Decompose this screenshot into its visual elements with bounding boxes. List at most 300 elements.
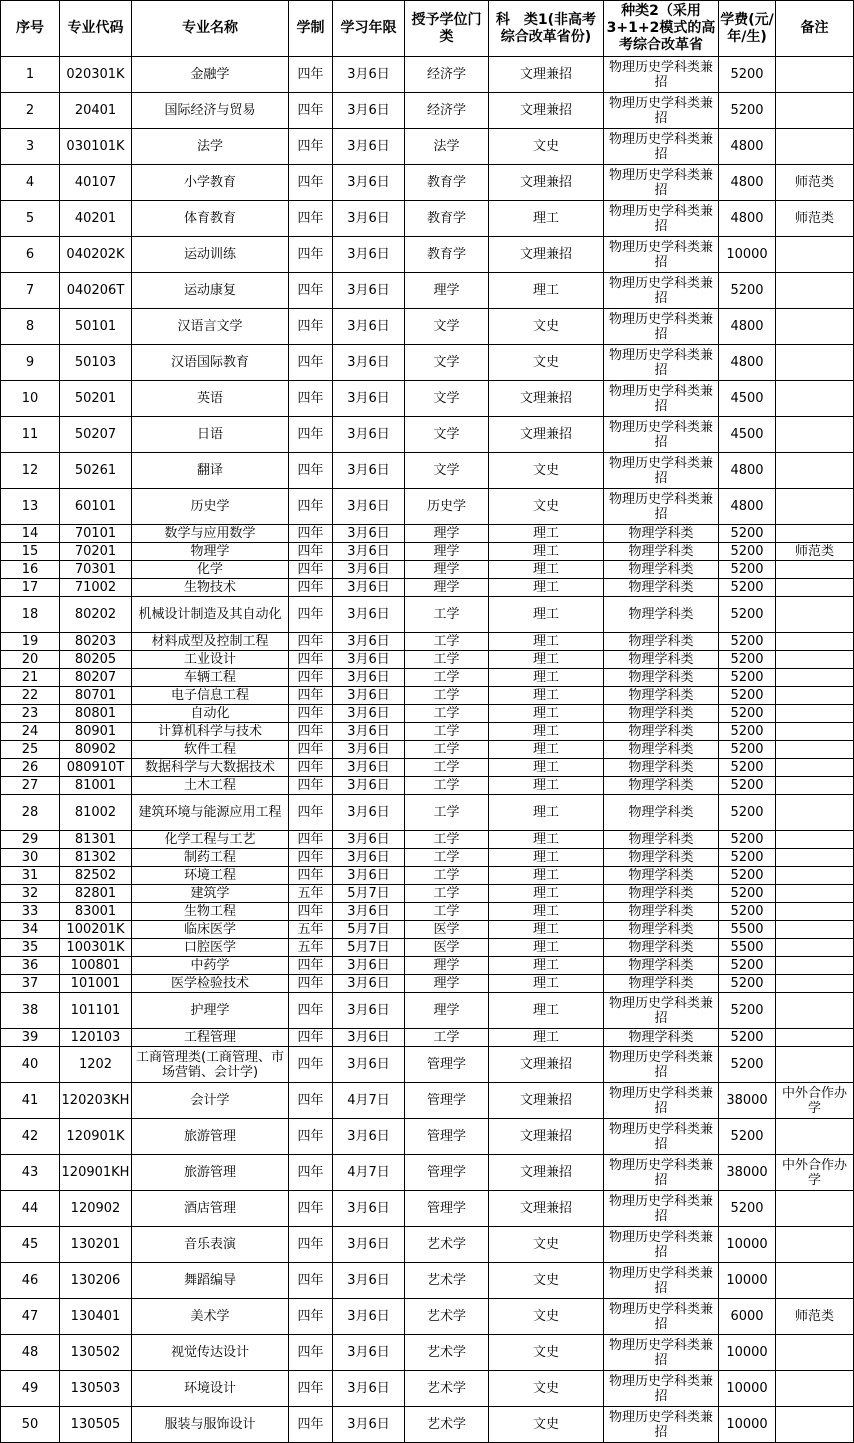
- table-row: [1, 1263, 854, 1299]
- cell-category2: 物理学科类: [604, 975, 719, 993]
- table-row: [1, 1083, 854, 1119]
- cell-code: 120901KH: [60, 1155, 132, 1191]
- table-row: [1, 1191, 854, 1227]
- cell-years: 3月6日: [333, 345, 405, 381]
- cell-code: 080910T: [60, 759, 132, 777]
- cell-system: 四年: [289, 381, 333, 417]
- cell-code: 83001: [60, 903, 132, 921]
- cell-years: 3月6日: [333, 975, 405, 993]
- cell-tuition: 5200: [719, 579, 776, 597]
- cell-major-name: 建筑学: [132, 885, 289, 903]
- cell-major-name: 工程管理: [132, 1029, 289, 1047]
- cell-tuition: 5200: [719, 1047, 776, 1083]
- cell-category2: 物理学科类: [604, 633, 719, 651]
- cell-degree: 理学: [405, 993, 489, 1029]
- cell-years: 3月6日: [333, 543, 405, 561]
- cell-system: 四年: [289, 1119, 333, 1155]
- cell-major-name: 体育教育: [132, 201, 289, 237]
- cell-system: 四年: [289, 1227, 333, 1263]
- cell-code: 81001: [60, 777, 132, 795]
- cell-category1: 文理兼招: [489, 1155, 604, 1191]
- cell-years: 5月7日: [333, 939, 405, 957]
- table-row: [1, 1407, 854, 1443]
- cell-index: 34: [1, 921, 60, 939]
- cell-degree: 工学: [405, 885, 489, 903]
- cell-code: 40107: [60, 165, 132, 201]
- cell-index: 50: [1, 1407, 60, 1443]
- cell-degree: 管理学: [405, 1191, 489, 1227]
- cell-code: 130502: [60, 1335, 132, 1371]
- cell-category1: 理工: [489, 723, 604, 741]
- cell-code: 020301K: [60, 57, 132, 93]
- cell-tuition: 5200: [719, 831, 776, 849]
- cell-degree: 工学: [405, 795, 489, 831]
- cell-system: 四年: [289, 849, 333, 867]
- cell-index: 9: [1, 345, 60, 381]
- cell-index: 45: [1, 1227, 60, 1263]
- cell-category1: 文史: [489, 1263, 604, 1299]
- cell-category2: 物理学科类: [604, 687, 719, 705]
- table-row: [1, 795, 854, 831]
- cell-code: 70301: [60, 561, 132, 579]
- header-remarks: 备注: [776, 1, 854, 57]
- cell-index: 24: [1, 723, 60, 741]
- cell-remarks: [776, 129, 854, 165]
- cell-years: 3月6日: [333, 1047, 405, 1083]
- cell-remarks: [776, 759, 854, 777]
- cell-remarks: [776, 669, 854, 687]
- cell-major-name: 酒店管理: [132, 1191, 289, 1227]
- cell-degree: 理学: [405, 957, 489, 975]
- cell-system: 四年: [289, 831, 333, 849]
- cell-system: 四年: [289, 345, 333, 381]
- cell-degree: 文学: [405, 453, 489, 489]
- cell-tuition: 4800: [719, 345, 776, 381]
- cell-category1: 文理兼招: [489, 165, 604, 201]
- cell-remarks: [776, 345, 854, 381]
- header-major-name: 专业名称: [132, 1, 289, 57]
- cell-code: 60101: [60, 489, 132, 525]
- cell-code: 80901: [60, 723, 132, 741]
- cell-major-name: 英语: [132, 381, 289, 417]
- cell-category2: 物理历史学科类兼招: [604, 1371, 719, 1407]
- cell-degree: 教育学: [405, 237, 489, 273]
- header-index: 序号: [1, 1, 60, 57]
- cell-category1: 理工: [489, 687, 604, 705]
- cell-remarks: [776, 93, 854, 129]
- cell-system: 四年: [289, 1371, 333, 1407]
- cell-years: 3月6日: [333, 1299, 405, 1335]
- cell-category1: 文理兼招: [489, 1119, 604, 1155]
- cell-major-name: 汉语国际教育: [132, 345, 289, 381]
- cell-index: 28: [1, 795, 60, 831]
- cell-major-name: 历史学: [132, 489, 289, 525]
- cell-remarks: [776, 705, 854, 723]
- cell-code: 82502: [60, 867, 132, 885]
- table-row: [1, 633, 854, 651]
- cell-category2: 物理学科类: [604, 651, 719, 669]
- cell-index: 42: [1, 1119, 60, 1155]
- cell-years: 3月6日: [333, 579, 405, 597]
- table-row: [1, 561, 854, 579]
- cell-category1: 文史: [489, 1227, 604, 1263]
- cell-major-name: 生物工程: [132, 903, 289, 921]
- cell-category1: 理工: [489, 561, 604, 579]
- cell-category2: 物理历史学科类兼招: [604, 237, 719, 273]
- cell-system: 四年: [289, 1155, 333, 1191]
- header-category1: 科 类1(非高考综合改革省份): [489, 1, 604, 57]
- cell-tuition: 5200: [719, 885, 776, 903]
- cell-major-name: 金融学: [132, 57, 289, 93]
- table-row: [1, 579, 854, 597]
- cell-category1: 理工: [489, 849, 604, 867]
- cell-system: 五年: [289, 921, 333, 939]
- cell-index: 6: [1, 237, 60, 273]
- cell-category1: 文史: [489, 1371, 604, 1407]
- table-row: [1, 777, 854, 795]
- cell-category1: 理工: [489, 705, 604, 723]
- cell-code: 130503: [60, 1371, 132, 1407]
- cell-category1: 理工: [489, 597, 604, 633]
- table-row: [1, 741, 854, 759]
- cell-years: 3月6日: [333, 1263, 405, 1299]
- cell-category1: 文理兼招: [489, 1083, 604, 1119]
- cell-years: 3月6日: [333, 867, 405, 885]
- table-row: [1, 1227, 854, 1263]
- cell-category1: 理工: [489, 525, 604, 543]
- cell-years: 3月6日: [333, 1371, 405, 1407]
- cell-category2: 物理学科类: [604, 903, 719, 921]
- cell-code: 130201: [60, 1227, 132, 1263]
- table-row: [1, 597, 854, 633]
- cell-category1: 文史: [489, 1407, 604, 1443]
- cell-degree: 工学: [405, 777, 489, 795]
- cell-category2: 物理学科类: [604, 741, 719, 759]
- cell-remarks: [776, 273, 854, 309]
- cell-major-name: 环境工程: [132, 867, 289, 885]
- cell-index: 18: [1, 597, 60, 633]
- cell-years: 3月6日: [333, 237, 405, 273]
- cell-system: 四年: [289, 1047, 333, 1083]
- cell-tuition: 5200: [719, 543, 776, 561]
- cell-code: 101001: [60, 975, 132, 993]
- cell-code: 81002: [60, 795, 132, 831]
- cell-category2: 物理学科类: [604, 795, 719, 831]
- cell-category2: 物理学科类: [604, 759, 719, 777]
- cell-index: 1: [1, 57, 60, 93]
- cell-category2: 物理历史学科类兼招: [604, 1407, 719, 1443]
- cell-remarks: [776, 1119, 854, 1155]
- cell-index: 46: [1, 1263, 60, 1299]
- table-row: [1, 1119, 854, 1155]
- cell-remarks: [776, 579, 854, 597]
- cell-index: 8: [1, 309, 60, 345]
- cell-degree: 管理学: [405, 1047, 489, 1083]
- cell-index: 23: [1, 705, 60, 723]
- cell-degree: 管理学: [405, 1119, 489, 1155]
- cell-remarks: [776, 957, 854, 975]
- cell-tuition: 5200: [719, 759, 776, 777]
- cell-remarks: [776, 633, 854, 651]
- cell-system: 四年: [289, 1191, 333, 1227]
- cell-category2: 物理学科类: [604, 579, 719, 597]
- cell-years: 3月6日: [333, 741, 405, 759]
- cell-years: 3月6日: [333, 903, 405, 921]
- cell-remarks: 师范类: [776, 543, 854, 561]
- cell-remarks: [776, 903, 854, 921]
- cell-years: 3月6日: [333, 381, 405, 417]
- cell-remarks: [776, 867, 854, 885]
- cell-years: 3月6日: [333, 705, 405, 723]
- cell-major-name: 数据科学与大数据技术: [132, 759, 289, 777]
- cell-years: 3月6日: [333, 165, 405, 201]
- table-row: [1, 165, 854, 201]
- cell-tuition: 5200: [719, 1119, 776, 1155]
- cell-major-name: 中药学: [132, 957, 289, 975]
- header-category2: 种类2（采用3+1+2模式的高考综合改革省: [604, 1, 719, 57]
- cell-years: 3月6日: [333, 957, 405, 975]
- table-row: [1, 705, 854, 723]
- cell-degree: 教育学: [405, 201, 489, 237]
- cell-system: 四年: [289, 93, 333, 129]
- cell-remarks: [776, 57, 854, 93]
- cell-tuition: 10000: [719, 1407, 776, 1443]
- cell-degree: 工学: [405, 903, 489, 921]
- cell-system: 四年: [289, 1335, 333, 1371]
- cell-tuition: 4800: [719, 453, 776, 489]
- cell-degree: 理学: [405, 561, 489, 579]
- cell-category2: 物理历史学科类兼招: [604, 1047, 719, 1083]
- cell-code: 030101K: [60, 129, 132, 165]
- cell-category2: 物理历史学科类兼招: [604, 345, 719, 381]
- cell-system: 四年: [289, 165, 333, 201]
- table-row: [1, 1029, 854, 1047]
- cell-major-name: 旅游管理: [132, 1155, 289, 1191]
- cell-remarks: [776, 1335, 854, 1371]
- cell-system: 四年: [289, 543, 333, 561]
- table-row: [1, 885, 854, 903]
- cell-years: 3月6日: [333, 777, 405, 795]
- cell-code: 130401: [60, 1299, 132, 1335]
- cell-category2: 物理学科类: [604, 669, 719, 687]
- cell-tuition: 5200: [719, 525, 776, 543]
- cell-major-name: 数学与应用数学: [132, 525, 289, 543]
- cell-tuition: 5200: [719, 957, 776, 975]
- cell-remarks: 师范类: [776, 165, 854, 201]
- table-row: [1, 939, 854, 957]
- cell-code: 20401: [60, 93, 132, 129]
- cell-degree: 工学: [405, 723, 489, 741]
- cell-major-name: 电子信息工程: [132, 687, 289, 705]
- cell-tuition: 5200: [719, 633, 776, 651]
- cell-index: 33: [1, 903, 60, 921]
- cell-category1: 理工: [489, 777, 604, 795]
- table-row: [1, 453, 854, 489]
- cell-degree: 经济学: [405, 93, 489, 129]
- cell-tuition: 5200: [719, 273, 776, 309]
- cell-code: 80207: [60, 669, 132, 687]
- table-row: [1, 759, 854, 777]
- table-row: [1, 1371, 854, 1407]
- cell-category2: 物理历史学科类兼招: [604, 57, 719, 93]
- cell-years: 3月6日: [333, 273, 405, 309]
- cell-remarks: [776, 453, 854, 489]
- cell-code: 1202: [60, 1047, 132, 1083]
- cell-degree: 医学: [405, 939, 489, 957]
- cell-system: 四年: [289, 723, 333, 741]
- cell-tuition: 5200: [719, 975, 776, 993]
- cell-remarks: [776, 993, 854, 1029]
- table-row: [1, 1155, 854, 1191]
- cell-category1: 文理兼招: [489, 1047, 604, 1083]
- cell-category2: 物理历史学科类兼招: [604, 1191, 719, 1227]
- cell-remarks: [776, 1047, 854, 1083]
- table-row: [1, 201, 854, 237]
- cell-code: 130206: [60, 1263, 132, 1299]
- cell-remarks: [776, 1191, 854, 1227]
- cell-category2: 物理历史学科类兼招: [604, 129, 719, 165]
- cell-code: 80801: [60, 705, 132, 723]
- cell-system: 四年: [289, 993, 333, 1029]
- cell-tuition: 5200: [719, 687, 776, 705]
- cell-major-name: 会计学: [132, 1083, 289, 1119]
- cell-remarks: [776, 651, 854, 669]
- cell-years: 4月7日: [333, 1155, 405, 1191]
- cell-category1: 理工: [489, 795, 604, 831]
- cell-category2: 物理学科类: [604, 849, 719, 867]
- cell-system: 四年: [289, 579, 333, 597]
- cell-remarks: [776, 1263, 854, 1299]
- cell-degree: 理学: [405, 975, 489, 993]
- cell-major-name: 工商管理类(工商管理、市场营销、会计学): [132, 1047, 289, 1083]
- cell-degree: 教育学: [405, 165, 489, 201]
- cell-remarks: [776, 417, 854, 453]
- cell-index: 40: [1, 1047, 60, 1083]
- cell-major-name: 制药工程: [132, 849, 289, 867]
- cell-category1: 理工: [489, 867, 604, 885]
- table-row: [1, 309, 854, 345]
- cell-degree: 工学: [405, 669, 489, 687]
- cell-tuition: 5200: [719, 903, 776, 921]
- cell-code: 50207: [60, 417, 132, 453]
- cell-system: 四年: [289, 795, 333, 831]
- cell-category2: 物理历史学科类兼招: [604, 1155, 719, 1191]
- cell-system: 四年: [289, 903, 333, 921]
- cell-tuition: 10000: [719, 237, 776, 273]
- cell-category1: 文史: [489, 129, 604, 165]
- cell-degree: 工学: [405, 597, 489, 633]
- cell-code: 80203: [60, 633, 132, 651]
- table-row: [1, 489, 854, 525]
- cell-years: 5月7日: [333, 885, 405, 903]
- table-row: [1, 1335, 854, 1371]
- cell-system: 四年: [289, 759, 333, 777]
- cell-category1: 理工: [489, 201, 604, 237]
- cell-degree: 法学: [405, 129, 489, 165]
- cell-index: 41: [1, 1083, 60, 1119]
- cell-remarks: [776, 237, 854, 273]
- cell-system: 四年: [289, 741, 333, 759]
- cell-years: 3月6日: [333, 1119, 405, 1155]
- cell-index: 47: [1, 1299, 60, 1335]
- cell-remarks: [776, 687, 854, 705]
- cell-index: 22: [1, 687, 60, 705]
- cell-years: 3月6日: [333, 309, 405, 345]
- table-row: [1, 525, 854, 543]
- cell-code: 50261: [60, 453, 132, 489]
- cell-category1: 理工: [489, 831, 604, 849]
- table-row: [1, 129, 854, 165]
- cell-category1: 理工: [489, 903, 604, 921]
- cell-category2: 物理历史学科类兼招: [604, 1335, 719, 1371]
- cell-major-name: 物理学: [132, 543, 289, 561]
- cell-code: 100801: [60, 957, 132, 975]
- cell-system: 四年: [289, 975, 333, 993]
- cell-index: 13: [1, 489, 60, 525]
- cell-years: 4月7日: [333, 1083, 405, 1119]
- cell-code: 82801: [60, 885, 132, 903]
- cell-tuition: 5200: [719, 561, 776, 579]
- cell-tuition: 5200: [719, 93, 776, 129]
- table-row: [1, 381, 854, 417]
- cell-degree: 理学: [405, 543, 489, 561]
- cell-tuition: 4800: [719, 309, 776, 345]
- cell-index: 29: [1, 831, 60, 849]
- cell-code: 100201K: [60, 921, 132, 939]
- cell-code: 71002: [60, 579, 132, 597]
- cell-category1: 理工: [489, 921, 604, 939]
- cell-index: 4: [1, 165, 60, 201]
- cell-code: 80205: [60, 651, 132, 669]
- cell-category1: 理工: [489, 669, 604, 687]
- cell-tuition: 38000: [719, 1155, 776, 1191]
- cell-remarks: [776, 1407, 854, 1443]
- cell-major-name: 国际经济与贸易: [132, 93, 289, 129]
- cell-years: 3月6日: [333, 1029, 405, 1047]
- cell-tuition: 10000: [719, 1227, 776, 1263]
- cell-category2: 物理学科类: [604, 597, 719, 633]
- cell-category2: 物理学科类: [604, 957, 719, 975]
- cell-years: 3月6日: [333, 525, 405, 543]
- cell-index: 5: [1, 201, 60, 237]
- cell-tuition: 5200: [719, 723, 776, 741]
- cell-system: 四年: [289, 687, 333, 705]
- cell-degree: 文学: [405, 345, 489, 381]
- cell-degree: 工学: [405, 759, 489, 777]
- cell-years: 3月6日: [333, 1407, 405, 1443]
- cell-code: 50103: [60, 345, 132, 381]
- cell-index: 49: [1, 1371, 60, 1407]
- cell-degree: 历史学: [405, 489, 489, 525]
- cell-index: 17: [1, 579, 60, 597]
- cell-category1: 理工: [489, 957, 604, 975]
- table-row: [1, 1047, 854, 1083]
- cell-tuition: 5200: [719, 741, 776, 759]
- cell-code: 120901K: [60, 1119, 132, 1155]
- cell-index: 36: [1, 957, 60, 975]
- cell-code: 040202K: [60, 237, 132, 273]
- cell-degree: 理学: [405, 579, 489, 597]
- cell-category2: 物理历史学科类兼招: [604, 1083, 719, 1119]
- cell-index: 16: [1, 561, 60, 579]
- cell-years: 3月6日: [333, 795, 405, 831]
- cell-remarks: [776, 1227, 854, 1263]
- cell-code: 100301K: [60, 939, 132, 957]
- cell-category2: 物理历史学科类兼招: [604, 1227, 719, 1263]
- cell-degree: 理学: [405, 525, 489, 543]
- cell-system: 四年: [289, 705, 333, 723]
- cell-major-name: 车辆工程: [132, 669, 289, 687]
